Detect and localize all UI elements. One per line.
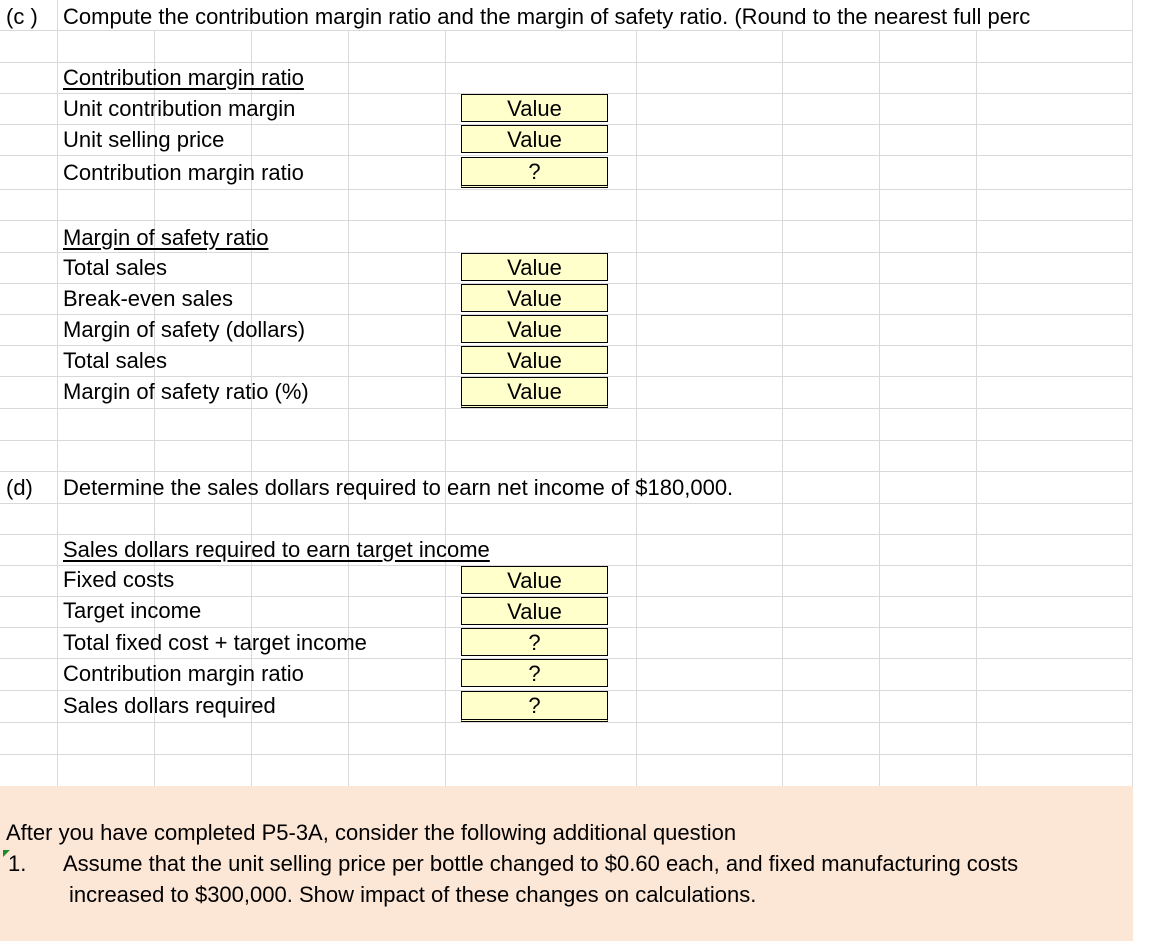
section-d-instruction: Determine the sales dollars required to earn net income of $180,000. [63,475,734,500]
total-sales-input[interactable]: Value [461,253,608,281]
cm-row-label: Unit selling price [63,127,225,152]
target-row-label: Sales dollars required [63,693,276,718]
question-number: 1. [8,851,27,876]
target-income-heading: Sales dollars required to earn target income [63,537,490,562]
total-sales-input-2[interactable]: Value [461,346,608,374]
unit-selling-price-input[interactable]: Value [461,125,608,153]
question-text-line-2: increased to $300,000. Show impact of these changes on calculations. [69,882,757,907]
mos-row-label: Break-even sales [63,286,233,311]
cm-row-label: Contribution margin ratio [63,160,304,185]
section-c-instruction: Compute the contribution margin ratio and the margin of safety ratio. (Round to the nearest full perc [63,4,1031,29]
margin-of-safety-dollars-input[interactable]: Value [461,315,608,343]
cm-ratio-result-cell[interactable]: ? [461,157,608,188]
target-income-input[interactable]: Value [461,597,608,625]
cm-ratio-cell[interactable]: ? [461,659,608,687]
target-row-label: Total fixed cost + target income [63,630,367,655]
mos-ratio-heading: Margin of safety ratio [63,225,269,250]
cm-row-label: Unit contribution margin [63,96,296,121]
target-row-label: Fixed costs [63,567,175,592]
additional-question-intro: After you have completed P5-3A, consider the following additional question [6,820,737,845]
mos-row-label: Margin of safety ratio (%) [63,379,309,404]
mos-ratio-input[interactable]: Value [461,377,608,408]
break-even-sales-input[interactable]: Value [461,284,608,312]
fixed-costs-input[interactable]: Value [461,566,608,594]
cm-ratio-heading: Contribution margin ratio [63,65,304,90]
section-d-label: (d) [6,475,33,500]
mos-row-label: Margin of safety (dollars) [63,317,306,342]
unit-contribution-margin-input[interactable]: Value [461,94,608,122]
sales-dollars-required-cell[interactable]: ? [461,691,608,722]
mos-row-label: Total sales [63,348,167,373]
fixed-plus-target-cell[interactable]: ? [461,628,608,656]
target-row-label: Contribution margin ratio [63,661,304,686]
mos-row-label: Total sales [63,255,167,280]
target-row-label: Target income [63,598,202,623]
question-text-line-1: Assume that the unit selling price per bottle changed to $0.60 each, and fixed manufacturing costs [63,851,1019,876]
section-c-label: (c ) [6,4,38,29]
